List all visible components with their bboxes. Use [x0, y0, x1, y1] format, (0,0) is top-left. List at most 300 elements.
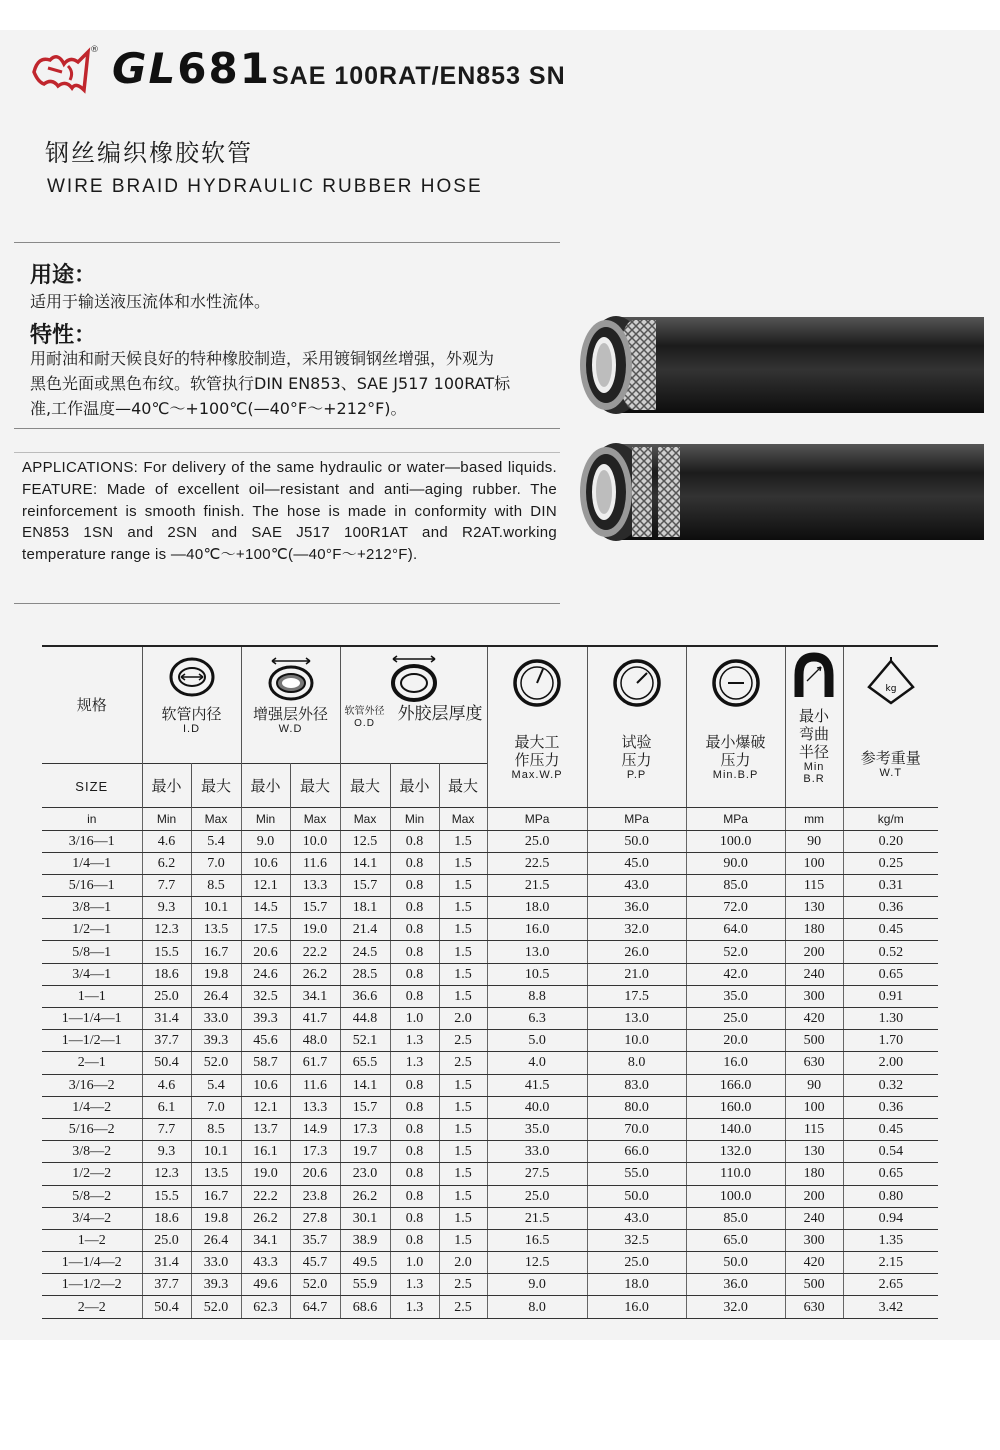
- table-cell: 19.0: [241, 1163, 290, 1185]
- table-cell: 32.0: [686, 1296, 785, 1318]
- unit-cell: Max: [439, 807, 487, 830]
- min-header: [241, 763, 290, 807]
- size-cell: 3/8—1: [42, 897, 142, 919]
- table-cell: 0.54: [843, 1141, 938, 1163]
- unit-cell: Max: [290, 807, 340, 830]
- table-cell: 43.3: [241, 1252, 290, 1274]
- header-wp: [487, 646, 587, 807]
- min-header: [390, 763, 439, 807]
- table-row: [42, 897, 938, 919]
- table-cell: 68.6: [340, 1296, 390, 1318]
- table-cell: 16.0: [587, 1296, 686, 1318]
- unit-cell: MPa: [686, 807, 785, 830]
- max-header: [340, 763, 390, 807]
- table-cell: 9.0: [241, 830, 290, 852]
- table-cell: 40.0: [487, 1096, 587, 1118]
- table-cell: 27.5: [487, 1163, 587, 1185]
- header-spec: [42, 646, 142, 763]
- table-cell: 1.5: [439, 919, 487, 941]
- table-cell: 0.8: [390, 1096, 439, 1118]
- table-cell: 0.8: [390, 1074, 439, 1096]
- table-cell: 420: [785, 1252, 843, 1274]
- table-cell: 1.5: [439, 852, 487, 874]
- table-cell: 8.0: [487, 1296, 587, 1318]
- table-cell: 48.0: [290, 1030, 340, 1052]
- table-cell: 85.0: [686, 1207, 785, 1229]
- usage-heading: 用途：: [30, 263, 97, 288]
- table-cell: 1.5: [439, 1074, 487, 1096]
- max-label: 最大: [448, 776, 479, 795]
- table-cell: 16.7: [191, 1185, 241, 1207]
- table-cell: 15.7: [340, 874, 390, 896]
- table-cell: 630: [785, 1296, 843, 1318]
- table-row: [42, 1030, 938, 1052]
- table-cell: 43.0: [587, 874, 686, 896]
- table-cell: 7.0: [191, 852, 241, 874]
- table-cell: 100.0: [686, 830, 785, 852]
- table-cell: 49.5: [340, 1252, 390, 1274]
- table-cell: 130: [785, 1141, 843, 1163]
- table-cell: 166.0: [686, 1074, 785, 1096]
- table-cell: 16.1: [241, 1141, 290, 1163]
- table-cell: 2.0: [439, 1008, 487, 1030]
- table-row: [42, 1207, 938, 1229]
- table-cell: 18.0: [487, 897, 587, 919]
- table-row: [42, 874, 938, 896]
- table-cell: 130: [785, 897, 843, 919]
- size-cell: 2—2: [42, 1296, 142, 1318]
- test-gauge-icon: [609, 647, 665, 707]
- table-cell: 1.5: [439, 897, 487, 919]
- size-cell: 3/4—1: [42, 963, 142, 985]
- table-cell: 13.5: [191, 1163, 241, 1185]
- table-cell: 17.3: [290, 1141, 340, 1163]
- header-wd: [241, 646, 340, 763]
- table-row: [42, 1008, 938, 1030]
- id-label-en: I.D: [182, 723, 201, 735]
- table-cell: 6.2: [142, 852, 191, 874]
- divider: [14, 603, 560, 604]
- max-header: [290, 763, 340, 807]
- table-cell: 10.5: [487, 963, 587, 985]
- table-cell: 1.5: [439, 830, 487, 852]
- table-cell: 17.5: [587, 985, 686, 1007]
- table-cell: 62.3: [241, 1296, 290, 1318]
- page-title-en: WIRE BRAID HYDRAULIC RUBBER HOSE: [47, 176, 483, 197]
- table-cell: 420: [785, 1008, 843, 1030]
- size-cell: 1—1/4—2: [42, 1252, 142, 1274]
- unit-row: [42, 807, 938, 830]
- brand-model: [112, 44, 271, 93]
- table-cell: 16.0: [686, 1052, 785, 1074]
- table-cell: 12.3: [142, 919, 191, 941]
- table-cell: 1.5: [439, 1141, 487, 1163]
- table-cell: 39.3: [191, 1274, 241, 1296]
- header-bp: [686, 646, 785, 807]
- table-cell: 1.5: [439, 1229, 487, 1251]
- unit-cell: MPa: [487, 807, 587, 830]
- table-cell: 2.5: [439, 1296, 487, 1318]
- table-cell: 25.0: [487, 830, 587, 852]
- spec-table: [42, 645, 938, 1319]
- table-cell: 0.45: [843, 919, 938, 941]
- table-cell: 31.4: [142, 1252, 191, 1274]
- table-row: [42, 1163, 938, 1185]
- table-cell: 26.2: [340, 1185, 390, 1207]
- table-cell: 180: [785, 1163, 843, 1185]
- table-row: [42, 1096, 938, 1118]
- feature-text-en: APPLICATIONS: For delivery of the same hydraulic or water—based liquids. FEATURE: Made of excellent oil—resistant and anti—aging rubber. The reinforcement is smooth finish. The hose is made in conformity with DIN EN853 1SN and 2SN and SAE J517 100R1AT and R2AT.working temperature range is —40℃～+100℃(—40°F～+212°F).: [22, 459, 557, 564]
- bp-label-en: Min.B.P: [712, 769, 759, 781]
- table-cell: 0.8: [390, 985, 439, 1007]
- table-cell: 90: [785, 1074, 843, 1096]
- brand-prefix: GL: [112, 44, 178, 93]
- table-row: [42, 1252, 938, 1274]
- table-cell: 52.0: [290, 1274, 340, 1296]
- table-cell: 0.36: [843, 1096, 938, 1118]
- table-cell: 100: [785, 852, 843, 874]
- table-cell: 18.6: [142, 963, 191, 985]
- table-cell: 25.0: [587, 1252, 686, 1274]
- table-cell: 31.4: [142, 1008, 191, 1030]
- table-cell: 500: [785, 1030, 843, 1052]
- table-cell: 500: [785, 1274, 843, 1296]
- table-cell: 1.30: [843, 1008, 938, 1030]
- table-cell: 1.5: [439, 985, 487, 1007]
- table-cell: 140.0: [686, 1118, 785, 1140]
- table-cell: 33.0: [191, 1252, 241, 1274]
- table-cell: 13.3: [290, 1096, 340, 1118]
- table-cell: 7.7: [142, 874, 191, 896]
- table-cell: 22.2: [241, 1185, 290, 1207]
- table-cell: 52.0: [686, 941, 785, 963]
- table-cell: 4.6: [142, 830, 191, 852]
- table-cell: 0.8: [390, 919, 439, 941]
- size-cell: 1—2: [42, 1229, 142, 1251]
- divider: [14, 452, 560, 453]
- table-cell: 35.0: [686, 985, 785, 1007]
- table-row: [42, 963, 938, 985]
- table-cell: 0.8: [390, 1163, 439, 1185]
- table-cell: 13.5: [191, 919, 241, 941]
- table-cell: 0.45: [843, 1118, 938, 1140]
- table-cell: 16.0: [487, 919, 587, 941]
- table-cell: 14.5: [241, 897, 290, 919]
- table-cell: 90.0: [686, 852, 785, 874]
- table-cell: 15.7: [340, 1096, 390, 1118]
- table-cell: 39.3: [241, 1008, 290, 1030]
- reinforcement-diameter-icon: [266, 647, 316, 705]
- table-cell: 32.5: [241, 985, 290, 1007]
- outer-diameter-icon: [384, 647, 444, 705]
- size-cell: 1—1/2—1: [42, 1030, 142, 1052]
- table-cell: 2.00: [843, 1052, 938, 1074]
- table-cell: 0.8: [390, 941, 439, 963]
- table-cell: 0.65: [843, 963, 938, 985]
- table-cell: 8.8: [487, 985, 587, 1007]
- table-cell: 6.3: [487, 1008, 587, 1030]
- table-row: [42, 919, 938, 941]
- table-cell: 70.0: [587, 1118, 686, 1140]
- table-cell: 8.5: [191, 874, 241, 896]
- table-cell: 160.0: [686, 1096, 785, 1118]
- table-cell: 61.7: [290, 1052, 340, 1074]
- size-cell: 5/16—1: [42, 874, 142, 896]
- table-cell: 100.0: [686, 1185, 785, 1207]
- table-cell: 2.5: [439, 1030, 487, 1052]
- table-cell: 8.0: [587, 1052, 686, 1074]
- unit-cell: Min: [241, 807, 290, 830]
- size-cell: 1/4—1: [42, 852, 142, 874]
- table-cell: 0.8: [390, 852, 439, 874]
- table-cell: 83.0: [587, 1074, 686, 1096]
- table-cell: 50.4: [142, 1296, 191, 1318]
- table-cell: 24.5: [340, 941, 390, 963]
- header-id: [142, 646, 241, 763]
- min-label: 最小: [399, 776, 430, 795]
- table-cell: 8.5: [191, 1118, 241, 1140]
- table-cell: 1.3: [390, 1030, 439, 1052]
- table-row: [42, 1229, 938, 1251]
- table-cell: 17.3: [340, 1118, 390, 1140]
- table-cell: 42.0: [686, 963, 785, 985]
- table-cell: 0.91: [843, 985, 938, 1007]
- brand-logo-icon: [28, 42, 103, 97]
- unit-cell: kg/m: [843, 807, 938, 830]
- table-cell: 50.0: [686, 1252, 785, 1274]
- table-cell: 630: [785, 1052, 843, 1074]
- unit-cell: Max: [340, 807, 390, 830]
- table-cell: 64.7: [290, 1296, 340, 1318]
- table-cell: 24.6: [241, 963, 290, 985]
- table-cell: 2.0: [439, 1252, 487, 1274]
- table-cell: 1.3: [390, 1274, 439, 1296]
- table-cell: 18.1: [340, 897, 390, 919]
- table-cell: 10.6: [241, 852, 290, 874]
- max-header: [439, 763, 487, 807]
- table-cell: 22.2: [290, 941, 340, 963]
- table-cell: 12.5: [340, 830, 390, 852]
- table-cell: 4.6: [142, 1074, 191, 1096]
- wd-label-en: W.D: [278, 723, 303, 735]
- table-cell: 9.3: [142, 897, 191, 919]
- size-cell: 3/8—2: [42, 1141, 142, 1163]
- table-cell: 15.7: [290, 897, 340, 919]
- table-cell: 43.0: [587, 1207, 686, 1229]
- table-cell: 41.5: [487, 1074, 587, 1096]
- table-cell: 0.20: [843, 830, 938, 852]
- table-cell: 25.0: [686, 1008, 785, 1030]
- table-cell: 200: [785, 1185, 843, 1207]
- table-cell: 0.8: [390, 1229, 439, 1251]
- table-cell: 1.0: [390, 1008, 439, 1030]
- table-cell: 1.0: [390, 1252, 439, 1274]
- table-cell: 1.5: [439, 1185, 487, 1207]
- table-cell: 1.5: [439, 1207, 487, 1229]
- table-cell: 6.1: [142, 1096, 191, 1118]
- table-cell: 14.1: [340, 1074, 390, 1096]
- table-row: [42, 1052, 938, 1074]
- size-cell: 5/8—1: [42, 941, 142, 963]
- table-cell: 2.5: [439, 1274, 487, 1296]
- table-cell: 12.3: [142, 1163, 191, 1185]
- table-cell: 35.0: [487, 1118, 587, 1140]
- divider: [14, 242, 560, 243]
- max-label: 最大: [350, 776, 381, 795]
- table-cell: 65.5: [340, 1052, 390, 1074]
- header-od-thickness: [340, 646, 487, 763]
- table-cell: 2.5: [439, 1052, 487, 1074]
- table-cell: 1.5: [439, 963, 487, 985]
- table-cell: 0.36: [843, 897, 938, 919]
- table-cell: 38.9: [340, 1229, 390, 1251]
- table-cell: 36.0: [587, 897, 686, 919]
- table-cell: 0.8: [390, 830, 439, 852]
- table-cell: 14.1: [340, 852, 390, 874]
- wp-label-en: Max.W.P: [511, 769, 563, 781]
- thickness-label-cn: 外胶层厚度: [397, 704, 483, 724]
- table-cell: 37.7: [142, 1274, 191, 1296]
- unit-cell: in: [42, 807, 142, 830]
- table-cell: 30.1: [340, 1207, 390, 1229]
- table-cell: 15.5: [142, 1185, 191, 1207]
- table-cell: 25.0: [142, 985, 191, 1007]
- table-cell: 21.0: [587, 963, 686, 985]
- table-cell: 13.7: [241, 1118, 290, 1140]
- table-cell: 13.3: [290, 874, 340, 896]
- table-cell: 20.0: [686, 1030, 785, 1052]
- id-label-cn: 软管内径: [161, 705, 222, 723]
- table-cell: 115: [785, 874, 843, 896]
- table-cell: 16.5: [487, 1229, 587, 1251]
- size-cell: 3/16—2: [42, 1074, 142, 1096]
- unit-cell: Min: [390, 807, 439, 830]
- table-cell: 28.5: [340, 963, 390, 985]
- table-cell: 19.8: [191, 963, 241, 985]
- table-row: [42, 1118, 938, 1140]
- wt-label-cn: 参考重量: [860, 749, 921, 767]
- table-cell: 100: [785, 1096, 843, 1118]
- table-cell: 10.0: [587, 1030, 686, 1052]
- unit-cell: MPa: [587, 807, 686, 830]
- table-cell: 90: [785, 830, 843, 852]
- feature-text-cn: [30, 346, 560, 421]
- size-cell: 1—1/2—2: [42, 1274, 142, 1296]
- table-cell: 21.5: [487, 1207, 587, 1229]
- table-row: [42, 1296, 938, 1318]
- spec-label-cn: 规格: [76, 696, 107, 715]
- table-cell: 300: [785, 1229, 843, 1251]
- table-cell: 1.3: [390, 1296, 439, 1318]
- table-row: [42, 1074, 938, 1096]
- table-cell: 21.4: [340, 919, 390, 941]
- table-cell: 10.1: [191, 1141, 241, 1163]
- table-cell: 12.5: [487, 1252, 587, 1274]
- bp-label-cn: 最小爆破压力: [705, 733, 766, 769]
- table-cell: 3.42: [843, 1296, 938, 1318]
- table-cell: 37.7: [142, 1030, 191, 1052]
- inner-diameter-icon: [167, 647, 217, 705]
- table-cell: 33.0: [487, 1141, 587, 1163]
- od-label-en: O.D: [354, 718, 375, 729]
- table-cell: 0.94: [843, 1207, 938, 1229]
- header-wt: [843, 646, 938, 807]
- hose-2sn-image-icon: [576, 441, 986, 543]
- table-cell: 1.5: [439, 941, 487, 963]
- table-cell: 25.0: [142, 1229, 191, 1251]
- feature-line: 准,工作温度—40℃～+100℃(—40°F～+212°F)。: [30, 399, 407, 418]
- table-cell: 15.5: [142, 941, 191, 963]
- table-cell: 80.0: [587, 1096, 686, 1118]
- feature-heading: 特性：: [30, 323, 97, 348]
- table-cell: 0.31: [843, 874, 938, 896]
- table-cell: 1.3: [390, 1052, 439, 1074]
- size-header: [42, 763, 142, 807]
- table-cell: 26.4: [191, 985, 241, 1007]
- table-cell: 19.8: [191, 1207, 241, 1229]
- standard-label: SAE 100RAT/EN853 SN: [272, 62, 566, 90]
- table-cell: 50.0: [587, 830, 686, 852]
- table-cell: 0.65: [843, 1163, 938, 1185]
- table-cell: 0.8: [390, 1207, 439, 1229]
- size-cell: 5/8—2: [42, 1185, 142, 1207]
- brand-number: 681: [177, 44, 271, 93]
- table-cell: 36.6: [340, 985, 390, 1007]
- table-cell: 5.4: [191, 1074, 241, 1096]
- table-cell: 45.6: [241, 1030, 290, 1052]
- table-cell: 58.7: [241, 1052, 290, 1074]
- table-row: [42, 852, 938, 874]
- table-cell: 85.0: [686, 874, 785, 896]
- table-cell: 26.2: [290, 963, 340, 985]
- max-label: 最大: [201, 776, 232, 795]
- hose-1sn-image-icon: [576, 314, 986, 416]
- size-cell: 5/16—2: [42, 1118, 142, 1140]
- table-cell: 10.6: [241, 1074, 290, 1096]
- size-label-en: SIZE: [75, 778, 109, 794]
- table-cell: 0.80: [843, 1185, 938, 1207]
- table-cell: 27.8: [290, 1207, 340, 1229]
- table-cell: 18.0: [587, 1274, 686, 1296]
- table-cell: 180: [785, 919, 843, 941]
- table-row: [42, 985, 938, 1007]
- table-cell: 65.0: [686, 1229, 785, 1251]
- header-br: [785, 646, 843, 807]
- table-cell: 21.5: [487, 874, 587, 896]
- table-cell: 52.0: [191, 1296, 241, 1318]
- table-cell: 19.7: [340, 1141, 390, 1163]
- pp-label-en: P.P: [626, 769, 647, 781]
- table-cell: 17.5: [241, 919, 290, 941]
- table-cell: 0.8: [390, 1185, 439, 1207]
- min-label: 最小: [151, 776, 182, 795]
- table-cell: 1.5: [439, 874, 487, 896]
- table-cell: 19.0: [290, 919, 340, 941]
- table-cell: 0.8: [390, 1118, 439, 1140]
- feature-line: 用耐油和耐天候良好的特种橡胶制造，采用镀铜钢丝增强，外观为: [30, 349, 495, 368]
- table-cell: 240: [785, 1207, 843, 1229]
- table-cell: 50.4: [142, 1052, 191, 1074]
- table-cell: 26.2: [241, 1207, 290, 1229]
- table-cell: 64.0: [686, 919, 785, 941]
- size-cell: 1/2—1: [42, 919, 142, 941]
- size-cell: 1—1/4—1: [42, 1008, 142, 1030]
- registered-mark: ®: [90, 45, 99, 55]
- table-cell: 45.7: [290, 1252, 340, 1274]
- table-cell: 7.7: [142, 1118, 191, 1140]
- od-label-cn: 软管外径: [344, 706, 385, 717]
- table-cell: 14.9: [290, 1118, 340, 1140]
